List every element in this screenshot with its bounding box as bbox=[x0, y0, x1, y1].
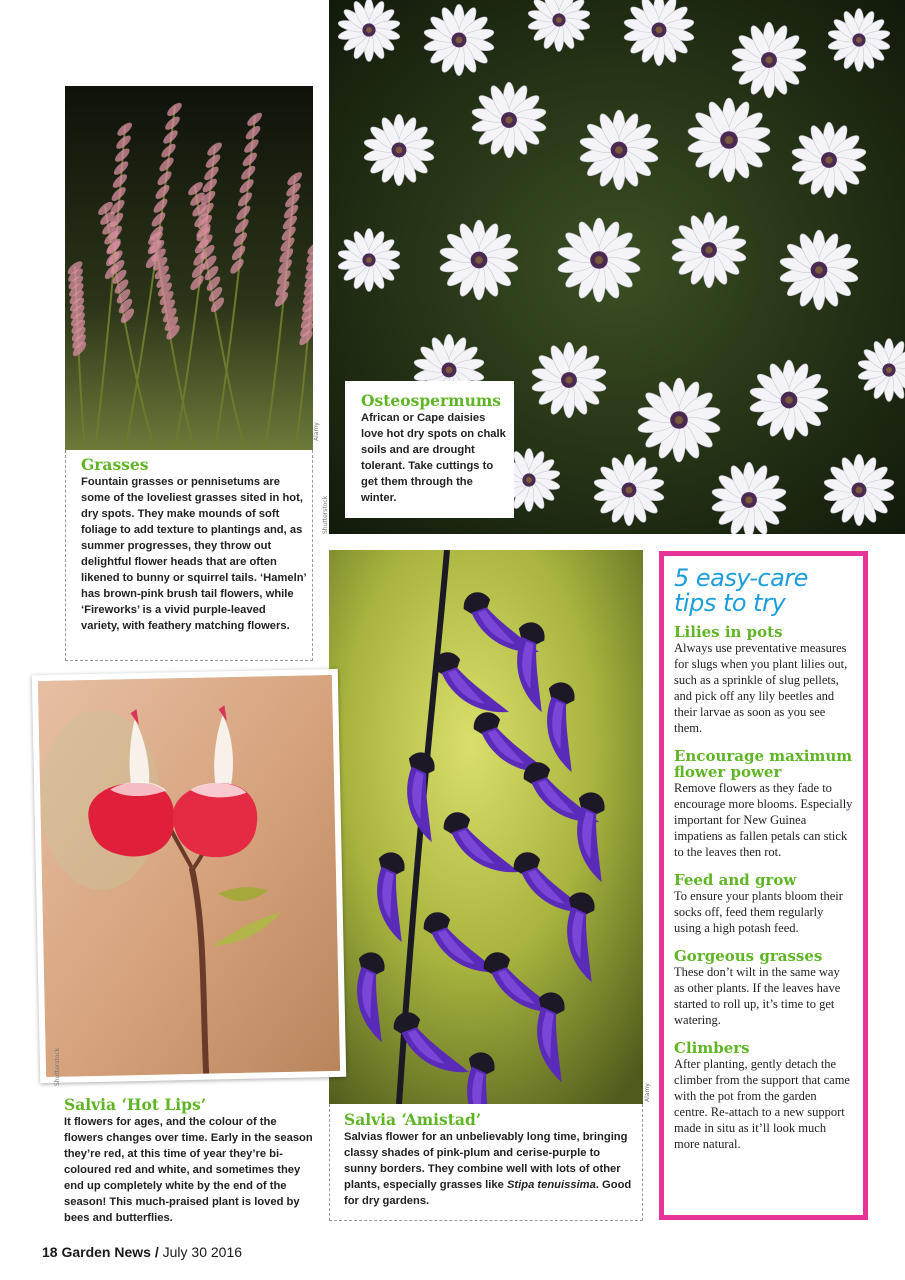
publication-name: Garden News / bbox=[61, 1244, 159, 1260]
salvia-amistad-photo bbox=[329, 550, 643, 1104]
hot-lips-heading: Salvia ‘Hot Lips’ bbox=[64, 1095, 207, 1114]
tip-heading: Climbers bbox=[674, 1039, 750, 1057]
osteospermums-heading: Osteospermums bbox=[361, 391, 501, 410]
photo-credit: Alamy bbox=[313, 422, 320, 441]
tip-heading: Lilies in pots bbox=[674, 623, 783, 641]
tip-heading: Gorgeous grasses bbox=[674, 947, 823, 965]
page-number: 18 bbox=[42, 1244, 58, 1260]
tip-body: Always use preventative measures for slugs when you plant lilies out, such as a sprinkle of slug pellets, and pick off any lily beetles and their larvae as soon as you see them. bbox=[674, 641, 848, 735]
photo-credit: Shutterstock bbox=[322, 495, 329, 534]
tips-title-line1: 5 easy-care bbox=[674, 564, 808, 592]
amistad-body: Salvias flower for an unbelievably long time, bringing classy shades of pink-plum and cerise-purple to sunny borders. They combine well with lots of other plants, especially grasses like Stipa tenuissima. Good for dry gardens. bbox=[344, 1131, 632, 1207]
tips-title-line2: tips to try bbox=[674, 589, 786, 617]
grasses-heading: Grasses bbox=[81, 455, 149, 474]
hot-lips-photo-frame bbox=[32, 669, 346, 1083]
page-footer bbox=[42, 1244, 242, 1260]
tip-body: After planting, gently detach the climber from the support that came with the pot from the garden centre. Re-attach to a new support made in situ as it’ll look much more natural. bbox=[674, 1057, 850, 1151]
tip-heading: Encourage maximum flower power bbox=[674, 747, 853, 781]
issue-date: July 30 2016 bbox=[162, 1244, 243, 1260]
salvia-hot-lips-photo bbox=[38, 675, 340, 1077]
tip-body: Remove flowers as they fade to encourage more blooms. Especially important for New Guinea impatiens as fallen petals can stick to the leaves then rot. bbox=[674, 781, 853, 859]
tip-body: To ensure your plants bloom their socks off, feed them regularly using a high potash feed. bbox=[674, 889, 843, 935]
tips-box bbox=[659, 551, 868, 1220]
osteospermums-body: African or Cape daisies love hot dry spots on chalk soils and are drought tolerant. Take cuttings to get them through the winter. bbox=[361, 412, 506, 504]
grasses-body: Fountain grasses or pennisetums are some of the loveliest grasses sited in hot, dry spots. They make mounds of soft foliage to add texture to plantings and, as summer progresses, they throw out delightful flower heads that are often likened to bunny or squirrel tails. ‘Hameln’ has brown-pink brush tail flowers, while ‘Fireworks’ is a vivid purple-leaved variety, with feathery matching flowers. bbox=[81, 476, 307, 632]
grasses-photo bbox=[65, 86, 313, 450]
amistad-heading: Salvia ‘Amistad’ bbox=[344, 1110, 482, 1129]
photo-credit: Alamy bbox=[644, 1083, 651, 1102]
tip-body: These don’t wilt in the same way as other plants. If the leaves have started to roll up, it’s time to get watering. bbox=[674, 965, 841, 1027]
tip-heading: Feed and grow bbox=[674, 871, 797, 889]
photo-credit: Shutterstock bbox=[54, 1047, 61, 1086]
hot-lips-body: It flowers for ages, and the colour of the flowers changes over time. Early in the season they’re red, at this time of year they’re bi-coloured red and white, and sometimes they end up completely white by the end of the season! This much-praised plant is loved by bees and butterflies. bbox=[64, 1116, 313, 1224]
